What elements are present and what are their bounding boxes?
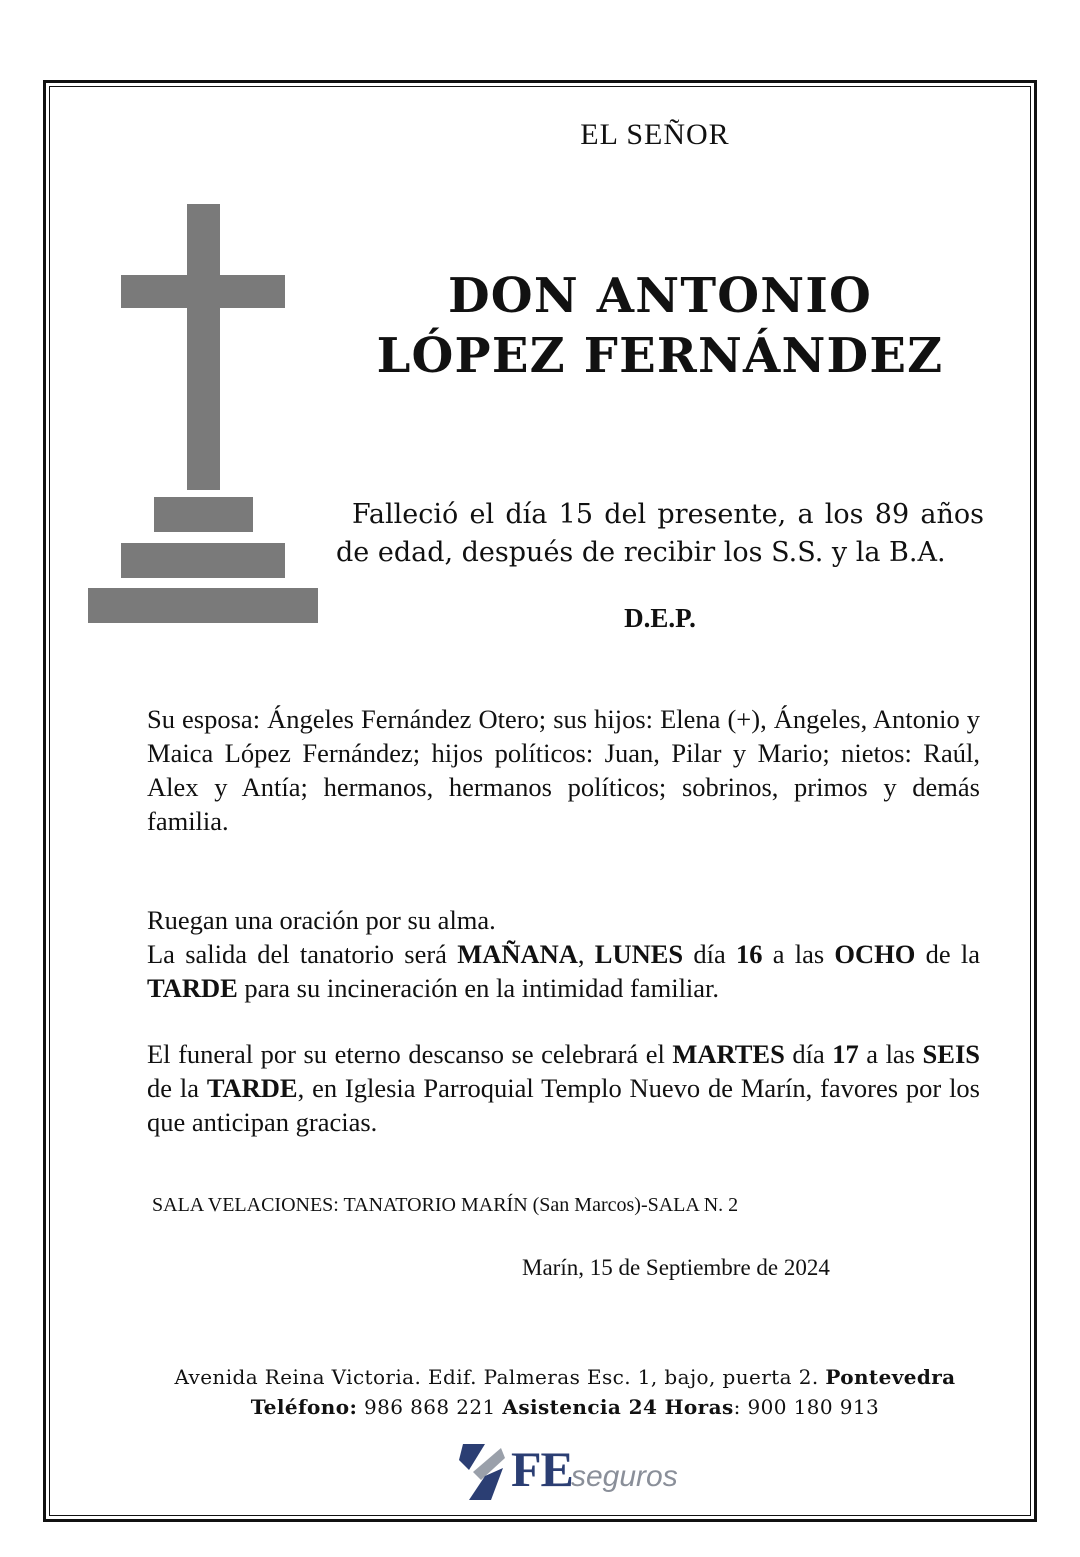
heading-el-senor: EL SEÑOR bbox=[580, 118, 730, 151]
cross-step-bottom bbox=[88, 588, 318, 623]
death-notice-text: Falleció el día 15 del presente, a los 89 años de edad, después de recibir los S.S. y la B.A. bbox=[336, 499, 984, 568]
wake-room: SALA VELACIONES: TANATORIO MARÍN (San Marcos)-SALA N. 2 bbox=[152, 1194, 739, 1216]
name-line-2: LÓPEZ FERNÁNDEZ bbox=[376, 328, 944, 384]
family-paragraph: Su esposa: Ángeles Fernández Otero; sus hijos: Elena (+), Ángeles, Antonio y Maica López Fernández; hijos políticos: Juan, Pilar y Mario; nietos: Raúl, Alex y Antía; hermanos, hermanos políticos; sobrinos, primos y demás familia. bbox=[147, 704, 980, 836]
cross-horizontal bbox=[121, 275, 285, 308]
logo-fe-text: FE bbox=[511, 1441, 573, 1497]
place-date: Marín, 15 de Septiembre de 2024 bbox=[522, 1255, 830, 1280]
phone-line: Teléfono: 986 868 221 Asistencia 24 Horas: 900 180 913 bbox=[250, 1395, 880, 1419]
cross-step-top bbox=[154, 497, 253, 532]
logo-emblem-icon bbox=[455, 1440, 509, 1502]
prayer-line: Ruegan una oración por su alma. bbox=[147, 905, 496, 935]
name-line-1: DON ANTONIO bbox=[447, 268, 872, 324]
dep-label: D.E.P. bbox=[624, 603, 696, 633]
funeral-paragraph: El funeral por su eterno descanso se celebrará el MARTES día 17 a las SEIS de la TARDE, en Iglesia Parroquial Templo Nuevo de Marín, favores por los que anticipan gracias. bbox=[147, 1039, 980, 1137]
departure-text: La salida del tanatorio será MAÑANA, LUNES día 16 a las OCHO de la TARDE para su incineración en la intimidad familiar. bbox=[147, 939, 981, 1003]
deceased-name bbox=[330, 266, 990, 386]
logo-seguros-text: seguros bbox=[571, 1460, 678, 1493]
cross-step-middle bbox=[121, 543, 285, 578]
fe-seguros-logo bbox=[455, 1440, 685, 1502]
cross-vertical bbox=[187, 204, 220, 490]
funeral-home-contact bbox=[150, 1362, 980, 1422]
address-line: Avenida Reina Victoria. Edif. Palmeras Esc. 1, bajo, puerta 2. Pontevedra bbox=[174, 1365, 956, 1389]
prayer-paragraph bbox=[147, 903, 980, 1005]
